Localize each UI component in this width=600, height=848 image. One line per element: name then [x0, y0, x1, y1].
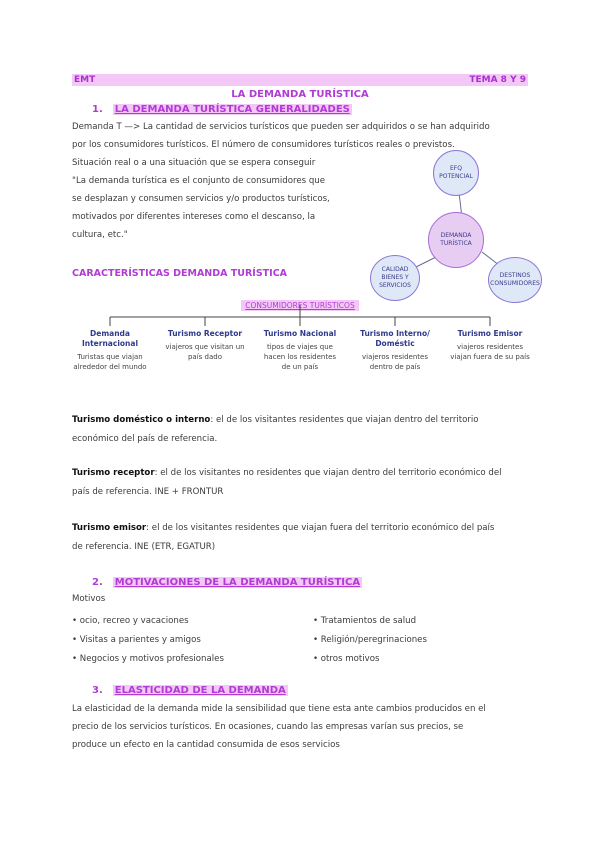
char-column-desc: viajeros residentes viajan fuera de su país — [450, 343, 530, 361]
diagram-bubble-top: EFQ POTENCIAL — [433, 150, 479, 196]
section1-line: Demanda T —> La cantidad de servicios turísticos que pueden ser adquiridos o se han adquirido — [72, 122, 490, 132]
section1-number: 1. — [92, 104, 103, 115]
section1-heading — [92, 104, 352, 115]
definition-emisor — [72, 519, 532, 557]
section2-number: 2. — [92, 577, 103, 588]
diagram-bubble-center: DEMANDA TURÍSTICA — [428, 212, 484, 268]
motive-item: • ocio, recreo y vacaciones — [72, 616, 189, 626]
section3-line: La elasticidad de la demanda mide la sensibilidad que tiene esta ante cambios producidos en el — [72, 704, 486, 714]
definition-receptor — [72, 464, 532, 502]
char-column-desc: viajeros que visitan un país dado — [165, 343, 245, 361]
section1-line: por los consumidores turísticos. El número de consumidores turísticos reales o previstos. — [72, 140, 455, 150]
header-left: EMT — [74, 75, 96, 85]
section3-heading — [92, 685, 288, 696]
header-right: TEMA 8 Y 9 — [469, 75, 526, 85]
motive-item: • Religión/peregrinaciones — [313, 635, 427, 645]
consumers-root-label: CONSUMIDORES TURÍSTICOS — [241, 300, 358, 311]
char-column-title: Turismo Interno/ Doméstic — [360, 329, 430, 348]
char-column-title: Turismo Emisor — [457, 329, 523, 338]
char-column-interno — [350, 329, 440, 372]
section3-title: ELASTICIDAD DE LA DEMANDA — [114, 685, 286, 696]
motives-left-list — [72, 612, 302, 669]
tree-connectors — [0, 303, 600, 327]
char-column-title: Turismo Receptor — [167, 329, 243, 338]
char-column-title: Turismo Nacional — [263, 329, 337, 338]
section1-line: "La demanda turística es el conjunto de consumidores que — [72, 176, 326, 186]
section1-line: se desplazan y consumen servicios y/o productos turísticos, — [72, 194, 330, 204]
char-column-desc: Turistas que viajan alrededor del mundo — [73, 353, 147, 371]
motive-item: • Negocios y motivos profesionales — [72, 654, 224, 664]
char-column-nacional — [260, 329, 340, 372]
characteristics-title: CARACTERÍSTICAS DEMANDA TURÍSTICA — [72, 268, 288, 279]
char-column-emisor — [450, 329, 530, 362]
motives-right-list — [313, 612, 533, 669]
motive-item: • otros motivos — [313, 654, 380, 664]
page-title: LA DEMANDA TURÍSTICA — [231, 89, 369, 100]
definition-domestico — [72, 411, 532, 449]
char-column-international — [70, 329, 150, 372]
section1-line: motivados por diferentes intereses como el descanso, la — [72, 212, 316, 222]
definition-text: económico del país de referencia. — [72, 434, 218, 444]
motive-item: • Visitas a parientes y amigos — [72, 635, 201, 645]
definition-text: : el de los visitantes no residentes que viajan dentro del territorio económico del — [154, 468, 502, 478]
section2-title: MOTIVACIONES DE LA DEMANDA TURÍSTICA — [114, 577, 361, 588]
definition-term: Turismo doméstico o interno — [72, 415, 211, 425]
definition-text: : el de los visitantes residentes que viajan fuera del territorio económico del país — [146, 523, 495, 533]
definition-term: Turismo emisor — [72, 523, 147, 533]
definition-term: Turismo receptor — [72, 468, 155, 478]
definition-text: país de referencia. INE + FRONTUR — [72, 487, 224, 497]
section1-title: LA DEMANDA TURÍSTICA GENERALIDADES — [114, 104, 350, 115]
definition-text: de referencia. INE (ETR, EGATUR) — [72, 542, 216, 552]
section3-line: produce un efecto en la cantidad consumida de esos servicios — [72, 740, 340, 750]
section3-number: 3. — [92, 685, 103, 696]
definition-text: : el de los visitantes residentes que viajan dentro del territorio — [210, 415, 479, 425]
char-column-desc: viajeros residentes dentro de país — [361, 353, 428, 371]
header-bar — [72, 74, 528, 86]
char-column-receptor — [165, 329, 245, 362]
section3-body — [72, 700, 532, 754]
char-column-desc: tipos de viajes que hacen los residentes de un país — [263, 343, 337, 371]
motive-item: • Tratamientos de salud — [313, 616, 417, 626]
section1-line: cultura, etc." — [72, 230, 128, 240]
section3-line: precio de los servicios turísticos. En ocasiones, cuando las empresas varían sus precios, se — [72, 722, 464, 732]
diagram-bubble-right: DESTINOS CONSUMIDORES — [488, 257, 542, 303]
char-column-title: Demanda Internacional — [81, 329, 139, 348]
section2-heading — [92, 577, 362, 588]
diagram-bubble-left: CALIDAD BIENES Y SERVICIOS — [370, 255, 420, 301]
section1-line: Situación real o a una situación que se espera conseguir — [72, 158, 316, 168]
section2-intro: Motivos — [72, 594, 106, 604]
